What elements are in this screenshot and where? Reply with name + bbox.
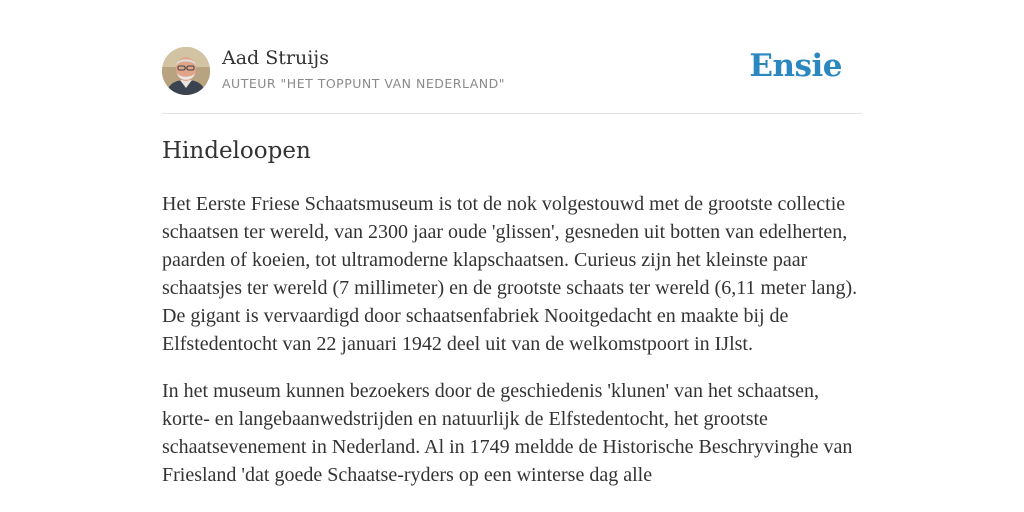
header-divider: [162, 113, 862, 114]
article-body: [162, 190, 864, 508]
avatar-photo-icon: [162, 47, 210, 95]
author-name[interactable]: Aad Struijs: [222, 47, 329, 69]
article-paragraph: Het Eerste Friese Schaatsmuseum is tot de nok volgestouwd met de grootste collectie schaatsen ter wereld, van 2300 jaar oude 'glissen', gesneden uit botten van edelherten, paarden of koeien, tot ultramoderne klapschaatsen. Curieus zijn het kleinste paar schaatsjes ter wereld (7 millimeter) en de grootste schaats ter wereld (6,11 meter lang). De gigant is vervaardigd door schaatsenfabriek Nooitgedacht en maakte bij de Elfstedentocht van 22 januari 1942 deel uit van de welkomstpoort in IJlst.: [162, 193, 858, 355]
article-paragraph: In het museum kunnen bezoekers door de geschiedenis 'klunen' van het schaatsen, korte- en langebaanwedstrijden en natuurlijk de Elfstedentocht, het grootste schaatsevenement in Nederland. Al in 1749 meldde de Historische Beschryvinghe van Friesland 'dat goede Schaatse-ryders op een winterse dag alle: [162, 380, 853, 486]
ensie-logo[interactable]: Ensie: [749, 48, 842, 84]
article-title: Hindeloopen: [162, 138, 311, 164]
author-avatar[interactable]: [162, 47, 210, 95]
author-role: AUTEUR "HET TOPPUNT VAN NEDERLAND": [222, 76, 505, 91]
author-header: [162, 46, 862, 96]
